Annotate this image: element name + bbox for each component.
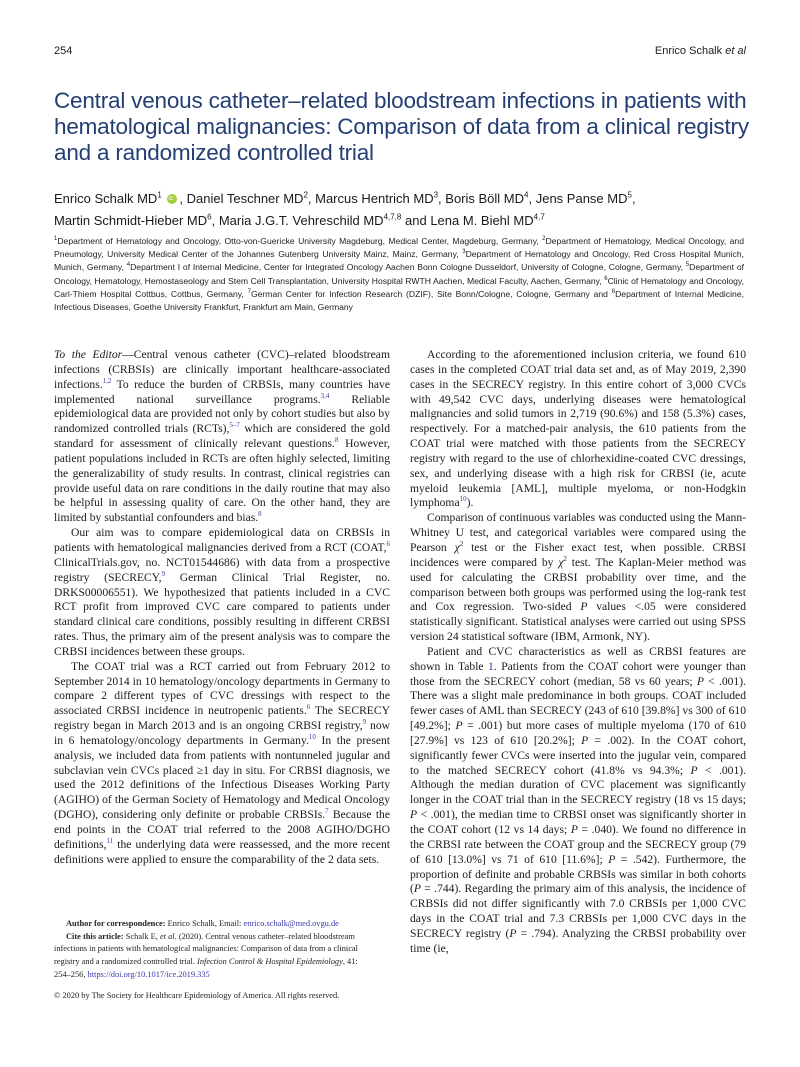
citation-link[interactable]: 6 bbox=[306, 703, 311, 712]
author-affiliation-ref: 5 bbox=[627, 190, 632, 200]
text-run: —Central venous catheter (CVC)–related bloodstream infections (CRBSIs) are clinically important healthcare-associated infections. bbox=[54, 348, 390, 391]
article-footnote bbox=[54, 918, 374, 982]
citation-link[interactable]: 9 bbox=[161, 569, 166, 578]
author-affiliation-ref: 1 bbox=[157, 190, 162, 200]
text-run: which are considered the gold standard for assessment of clinically relevant questions. bbox=[54, 422, 390, 451]
body-paragraph bbox=[54, 348, 390, 526]
affiliation-number: 7 bbox=[247, 288, 251, 295]
affiliation: Department of Hematology and Oncology, Red Cross Hospital Munich, Munich, Germany, bbox=[54, 249, 745, 273]
citation-link[interactable]: 10 bbox=[308, 733, 316, 742]
cite-label: Cite this article: bbox=[66, 931, 124, 941]
citation-link[interactable]: 5–7 bbox=[229, 421, 240, 430]
text-run: Enrico Schalk, Email: bbox=[165, 919, 244, 928]
author-name[interactable]: Marcus Hentrich MD bbox=[315, 191, 434, 206]
author-affiliation-ref: 4,7,8 bbox=[383, 212, 402, 222]
p-symbol: P bbox=[690, 763, 698, 777]
correspondence-note bbox=[54, 918, 374, 931]
p-symbol: P bbox=[455, 719, 463, 733]
citation-link[interactable]: 1,2 bbox=[102, 376, 112, 385]
affiliations bbox=[54, 235, 744, 314]
p-symbol: P bbox=[509, 926, 517, 940]
p-symbol: P bbox=[696, 674, 704, 688]
citation-link[interactable]: 9 bbox=[362, 718, 367, 727]
article-title: Central venous catheter–related bloodstream infections in patients with hematological malignancies: Comparison of data from a clinical registry and a randomized controlled trial bbox=[54, 88, 749, 165]
p-symbol: P bbox=[580, 600, 588, 614]
p-symbol: P bbox=[581, 733, 589, 747]
text-run: , 41: 254–256, bbox=[54, 957, 358, 979]
body-paragraph bbox=[54, 660, 390, 868]
p-symbol: P bbox=[570, 823, 578, 836]
affiliation: Department of Oncology, Hematology, Hemostaseology and Stem Cell Transplantation, University Hospital RWTH Aachen, Medical Faculty, Aachen, Germany, bbox=[54, 262, 744, 286]
orcid-icon[interactable] bbox=[167, 194, 177, 204]
text-run: . Patients from the COAT cohort were younger than those from the SECRECY cohort (median, 58 vs 60 years; bbox=[410, 659, 746, 688]
affiliation-number: 2 bbox=[542, 236, 546, 243]
author-affiliation-ref: 4 bbox=[524, 190, 529, 200]
text-run: In the present analysis, we included data from patients with nontunneled jugular and subclavian vein CVCs placed ≥1 day in situ. For CRBSI diagnosis, we used the 2012 definitions of the Infectious Diseases Working Party (AGIHO) of the German Society of Hematology and Medical Oncology (DGHO), considering only definite or probable CRBSIs. bbox=[54, 733, 390, 822]
author-name[interactable]: Boris Böll MD bbox=[445, 191, 525, 206]
author-name[interactable]: Maria J.G.T. Vehreschild MD bbox=[218, 213, 384, 228]
author-name[interactable]: Martin Schmidt-Hieber MD bbox=[54, 213, 208, 228]
p-symbol: P bbox=[410, 808, 418, 822]
running-author-name: Enrico Schalk bbox=[654, 45, 723, 57]
author-affiliation-ref: 4,7 bbox=[533, 212, 545, 222]
correspondence-label: Author for correspondence: bbox=[66, 919, 166, 928]
copyright-notice: © 2020 by The Society for Healthcare Epidemiology of America. All rights reserved. bbox=[54, 991, 340, 1000]
running-author-etal: et al bbox=[725, 45, 746, 57]
body-paragraph bbox=[410, 348, 746, 511]
author-name[interactable]: Jens Panse MD bbox=[535, 191, 628, 206]
citation-link[interactable]: 11 bbox=[106, 836, 114, 845]
affiliation: Department of Internal Medicine, Infectious Diseases, Goethe University Frankfurt, Frankfurt am Main, Germany bbox=[54, 288, 744, 313]
letter-salutation: To the Editor bbox=[54, 348, 123, 361]
chi-symbol: χ bbox=[558, 555, 564, 569]
affiliation-number: 6 bbox=[604, 275, 608, 282]
citation-note bbox=[54, 931, 374, 982]
doi-link[interactable]: https://doi.org/10.1017/ice.2019.335 bbox=[87, 969, 210, 979]
text-run: . (2020). Central venous catheter–related bloodstream infections in patients with hematological malignancies: Comparison of data from a clinical registry and a randomized controlled trial. bbox=[54, 931, 358, 967]
affiliation: Department of Hematology and Oncology, Otto-von-Guericke University Magdeburg, Medical Center, Magdeburg, Germany, bbox=[57, 236, 543, 246]
text-run: the underlying data were reassessed, and the more recent definitions were applied to ensure the comparability of the 2 data sets. bbox=[54, 837, 390, 866]
body-paragraph bbox=[410, 645, 746, 957]
affiliation: German Center for Infection Research (DZIF), Site Bonn/Cologne, Cologne, Germany and bbox=[250, 288, 612, 299]
text-run: The SECRECY registry began in March 2013 and is an ongoing CRBSI registry, bbox=[54, 704, 390, 733]
citation-link[interactable]: 7 bbox=[325, 807, 329, 816]
running-author bbox=[655, 45, 746, 57]
citation-link[interactable]: 6 bbox=[386, 540, 390, 549]
running-header bbox=[54, 45, 746, 61]
affiliation-number: 4 bbox=[126, 262, 131, 269]
author-affiliation-ref: 2 bbox=[303, 190, 308, 200]
citation-link[interactable]: 8 bbox=[258, 510, 262, 519]
body-paragraph bbox=[54, 526, 390, 660]
text-run: = .542). Furthermore, the proportion of definite and probable CRBSIs was similar in both cohorts ( bbox=[410, 852, 746, 896]
citation-link[interactable]: 3,4 bbox=[320, 391, 330, 400]
text-run: ClinicalTrials.gov, no. NCT01544686) with data from a prospective registry (SECRECY, bbox=[54, 555, 390, 584]
text-run: et al bbox=[159, 931, 175, 941]
text-run: test. The Kaplan-Meier method was used for calculating the CRBSI probability over time, and the comparison between both groups was performed using the log-rank test and Cox regression. Two-sided bbox=[410, 555, 746, 614]
author-affiliation-ref: 6 bbox=[207, 212, 212, 222]
author-list: Enrico Schalk $MD^1$ iD , Daniel Teschner $MD^2$, Marcus Hentrich $MD^3$, Boris Böll $MD^4$, Jens Panse $MD^5$, Martin Schmidt-Hieber $MD^6$, Maria J.G.T. Vehreschild MD$^{4,7,8}$ and Lena M. Biehl MD$^{4,7}$ bbox=[54, 188, 754, 232]
body-column-right bbox=[410, 348, 746, 957]
citation-link[interactable]: 10 bbox=[459, 495, 467, 504]
author-affiliation-ref: 3 bbox=[433, 190, 439, 200]
text-run: Comparison of continuous variables was conducted using the Mann-Whitney U test, and categorical variables were compared using the Pearson bbox=[410, 511, 746, 554]
page-number: 254 bbox=[54, 45, 73, 57]
affiliation-number: 8 bbox=[611, 288, 616, 295]
text-run: However, patient populations included in RCTs are often highly selected, limiting the generalizability of study results. In contrast, clinical registries can provide useful data on rare conditions in the daily routine that may also be helpful in assessing quality of care. On the other hand, they are limited by substantial confounders and bias. bbox=[54, 437, 390, 525]
author-name[interactable]: Enrico Schalk MD bbox=[54, 191, 158, 206]
affiliation-number: 1 bbox=[54, 236, 58, 243]
text-run: now in 6 hematology/oncology departments in Germany. bbox=[54, 719, 390, 747]
email-link[interactable]: enrico.schalk@med.ovgu.de bbox=[243, 919, 339, 928]
text-run: < .001), the median time to CRBSI onset was significantly shorter in the COAT cohort (12 vs 14 days; bbox=[410, 808, 746, 836]
text-run: = .040). We found no difference in the CRBSI rate between the COAT group and the SECRECY group (79 of 610 [13.0%] vs 71 of 610 [11.6%]; bbox=[410, 823, 746, 866]
chi-exponent: 2 bbox=[563, 554, 567, 563]
text-run: German Clinical Trial Register, no. DRKS00006551). We hypothesized that patients included in a CVC RCT profit from improved CVC care compared to patients under standard clinical care conditions, possibly resulting in different CRBSI rates. Thus, the primary aim of the present analysis was to compare the CRBSI incidences between these groups. bbox=[54, 570, 391, 658]
author-name[interactable]: Daniel Teschner MD bbox=[186, 191, 304, 206]
journal-name: Infection Control & Hospital Epidemiology bbox=[197, 957, 343, 967]
affiliation-number: 3 bbox=[462, 249, 466, 256]
text-run: According to the aforementioned inclusion criteria, we found 610 cases in the completed COAT trial data set and, as of May 2019, 2,390 cases in the SECRECY registry. In this entire cohort of 3,000 CVCs with 49,542 CVC days, underlying diseases were hematological malignancies and solid tumors in 2,719 (90.6%) and 158 (5.3%) cases, respectively. For a matched-pair analysis, the 610 patients from the COAT trial were matched with those patients from the SECRECY registry with regard to the use of chlorhexidine-coated CVC dressings, sex, and underlying disease with a high risk for CRBSI (ie, acute myeloid leukemia [AML], multiple myeloma, or non-Hodgkin lymphoma bbox=[410, 348, 746, 510]
p-symbol: P bbox=[413, 882, 421, 896]
text-run: = .001) but more cases of multiple myeloma (170 of 610 [27.9%] vs 123 of 610 [20.2%]; bbox=[410, 719, 746, 747]
text-run: test or the Fisher exact test, when possible. CRBSI incidences were compared by bbox=[410, 540, 747, 569]
author-name[interactable]: Lena M. Biehl MD bbox=[430, 213, 534, 228]
text-run: To reduce the burden of CRBSIs, many countries have implemented national surveillance programs. bbox=[54, 377, 390, 406]
affiliation: Department of Hematology, Medical Oncology, and Pneumology, University Medical Center of the Johannes Gutenberg University Mainz, Mainz, Germany, bbox=[54, 236, 744, 260]
text-run: = .002). In the COAT cohort, significantly fewer CVCs were inserted into the jugular vein, compared to the matched SECRECY cohort (41.8% vs 94.3%; bbox=[410, 733, 746, 777]
text-run: = .744). Regarding the primary aim of this analysis, the incidence of CRBSIs did not differ significantly with 7.0 CRBSIs per 1,000 CVC days in the COAT trial and 7.3 CRBSIs per 1,000 CVC days in the SECRECY registry ( bbox=[410, 882, 746, 940]
authors-conjunction: and bbox=[404, 213, 427, 228]
text-run: Patient and CVC characteristics as well as CRBSI features are shown in Table bbox=[410, 644, 746, 673]
chi-exponent: 2 bbox=[459, 540, 464, 549]
text-run: < .001). There was a slight male predominance in both groups. COAT included fewer cases of AML than SECRECY (243 of 610 [39.8%] vs 300 of 610 [49.2%]; bbox=[410, 674, 746, 733]
text-run: ). bbox=[466, 496, 474, 510]
text-run: = .794). Analyzing the CRBSI probability over time (ie, bbox=[410, 926, 746, 955]
text-run: Schalk E, bbox=[123, 931, 160, 941]
body-column-left bbox=[54, 348, 390, 868]
text-run: Our aim was to compare epidemiological data on CRBSIs in patients with hematological malignancies derived from a RCT (COAT, bbox=[54, 526, 390, 554]
body-paragraph bbox=[410, 511, 746, 645]
text-run: values <.05 were considered statistically significant. Statistical analyses were carried out using SPSS version 24 statistical software (IBM, Armonk, NY). bbox=[410, 600, 746, 644]
text-run: < .001). Although the median duration of CVC placement was significantly longer in the COAT trial than in the SECRECY registry (18 vs 15 days; bbox=[410, 763, 747, 807]
citation-link[interactable]: 8 bbox=[334, 436, 339, 445]
text-run: Reliable epidemiological data are provided not only by cohort studies but also by randomized controlled trials (RCTs), bbox=[54, 392, 391, 436]
text-run: Because the end points in the COAT trial referred to the 2008 AGIHO/DGHO definitions, bbox=[54, 808, 390, 851]
affiliation: Department I of Internal Medicine, Center for Integrated Oncology Aachen Bonn Cologne Dusseldorf, University of Cologne, Cologne, Germany, bbox=[130, 262, 686, 273]
p-symbol: P bbox=[608, 852, 616, 866]
affiliation-number: 5 bbox=[685, 262, 690, 269]
table-link[interactable]: 1 bbox=[488, 659, 494, 673]
affiliation: Clinic of Hematology and Oncology, Carl-Thiem Hospital Cottbus, Cottbus, Germany, bbox=[54, 275, 744, 299]
chi-symbol: χ bbox=[454, 540, 460, 554]
text-run: The COAT trial was a RCT carried out from February 2012 to September 2014 in 10 hematology/oncology departments in Germany to compare 2 different types of CVC dressings with respect to the associated CRBSI incidence in neutropenic patients. bbox=[54, 659, 390, 718]
